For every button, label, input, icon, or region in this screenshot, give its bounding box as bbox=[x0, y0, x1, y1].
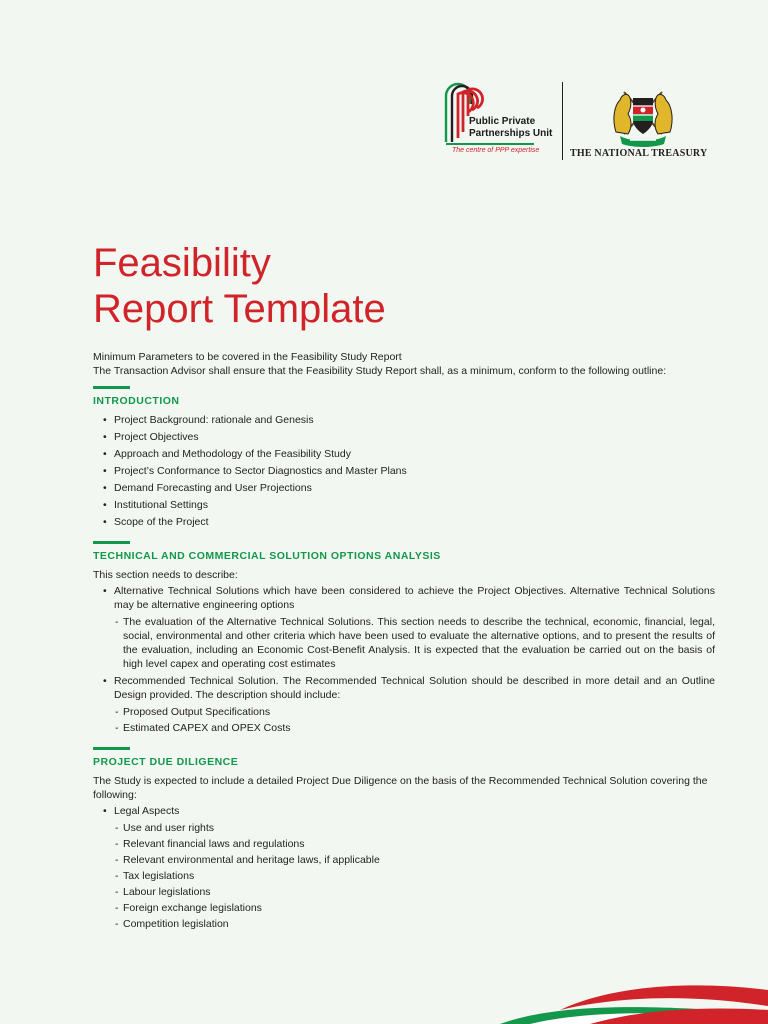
list-item-text: Recommended Technical Solution. The Recommended Technical Solution should be described in more detail and an Outline Design provided. The description should include: bbox=[114, 675, 715, 701]
sub-list-item: - Tax legislations bbox=[114, 869, 715, 883]
sub-list bbox=[114, 705, 715, 735]
decorative-swoosh bbox=[480, 980, 768, 1024]
list-item bbox=[93, 584, 715, 671]
intro-line-2: The Transaction Advisor shall ensure that the Feasibility Study Report shall, as a minimum, conform to the following outline: bbox=[93, 365, 667, 377]
list-item: • Project Objectives bbox=[93, 430, 715, 444]
sub-list-item: - Foreign exchange legislations bbox=[114, 901, 715, 915]
introduction-list bbox=[93, 413, 715, 529]
sub-list-item: - Labour legislations bbox=[114, 885, 715, 899]
section-heading: TECHNICAL AND COMMERCIAL SOLUTION OPTIONS ANALYSIS bbox=[93, 550, 441, 562]
list-item bbox=[93, 804, 715, 931]
section-intro: The Study is expected to include a detailed Project Due Diligence on the basis of the Recommended Technical Solution covering the following: bbox=[93, 775, 708, 801]
list-item: • Demand Forecasting and User Projections bbox=[93, 481, 715, 495]
ppp-tagline: The centre of PPP expertise bbox=[452, 147, 540, 154]
section-rule bbox=[93, 747, 130, 750]
sub-list-item: - Proposed Output Specifications bbox=[114, 705, 715, 719]
section-heading: PROJECT DUE DILIGENCE bbox=[93, 756, 239, 768]
treasury-name: THE NATIONAL TREASURY bbox=[570, 148, 708, 159]
sub-list-item: - Competition legislation bbox=[114, 917, 715, 931]
list-item bbox=[93, 674, 715, 735]
ppp-unit-name bbox=[469, 116, 552, 140]
sub-list-item: - Relevant financial laws and regulations bbox=[114, 837, 715, 851]
technical-list bbox=[93, 584, 715, 735]
page-header bbox=[444, 80, 724, 162]
section-heading: INTRODUCTION bbox=[93, 395, 180, 407]
due-diligence-list bbox=[93, 804, 715, 931]
intro-text bbox=[93, 350, 715, 378]
ppp-name-line1: Public Private bbox=[469, 116, 536, 127]
sub-list-item: - Estimated CAPEX and OPEX Costs bbox=[114, 721, 715, 735]
list-item: • Approach and Methodology of the Feasibility Study bbox=[93, 447, 715, 461]
title-line-2: Report Template bbox=[93, 287, 386, 331]
list-item: • Project’s Conformance to Sector Diagnostics and Master Plans bbox=[93, 464, 715, 478]
kenya-coat-of-arms-icon bbox=[608, 86, 678, 148]
section-rule bbox=[93, 386, 130, 389]
national-treasury-logo bbox=[570, 84, 720, 160]
list-item-text: Alternative Technical Solutions which have been considered to achieve the Project Objectives. Alternative Technical Solutions may be alternative engineering options bbox=[114, 585, 715, 611]
document-title bbox=[93, 240, 386, 332]
logo-divider bbox=[562, 82, 563, 160]
sub-list-item: - Relevant environmental and heritage laws, if applicable bbox=[114, 853, 715, 867]
document-body bbox=[93, 350, 715, 934]
intro-line-1: Minimum Parameters to be covered in the Feasibility Study Report bbox=[93, 351, 402, 363]
list-item: • Project Background: rationale and Genesis bbox=[93, 413, 715, 427]
list-item-text: Legal Aspects bbox=[114, 805, 180, 817]
list-item: • Institutional Settings bbox=[93, 498, 715, 512]
sub-list-item: - The evaluation of the Alternative Technical Solutions. This section needs to describe the technical, economic, financial, legal, social, environmental and other criteria which have been used to evaluate the alternative options, and to present the results of the evaluation, including an Economic Cost-Benefit Analysis. It is expected that the evaluation be carried out on the basis of high level capex and operating cost estimates bbox=[114, 615, 715, 671]
ppp-unit-logo bbox=[444, 80, 556, 162]
sub-list bbox=[114, 821, 715, 931]
sub-list-item: - Use and user rights bbox=[114, 821, 715, 835]
section-rule bbox=[93, 541, 130, 544]
sub-list bbox=[114, 615, 715, 671]
ppp-underline bbox=[446, 143, 534, 145]
technical-section bbox=[93, 541, 715, 735]
introduction-section bbox=[93, 386, 715, 529]
list-item: • Scope of the Project bbox=[93, 515, 715, 529]
ppp-name-line2: Partnerships Unit bbox=[469, 128, 553, 139]
section-intro: This section needs to describe: bbox=[93, 569, 238, 581]
due-diligence-section bbox=[93, 747, 715, 931]
title-line-1: Feasibility bbox=[93, 241, 271, 285]
